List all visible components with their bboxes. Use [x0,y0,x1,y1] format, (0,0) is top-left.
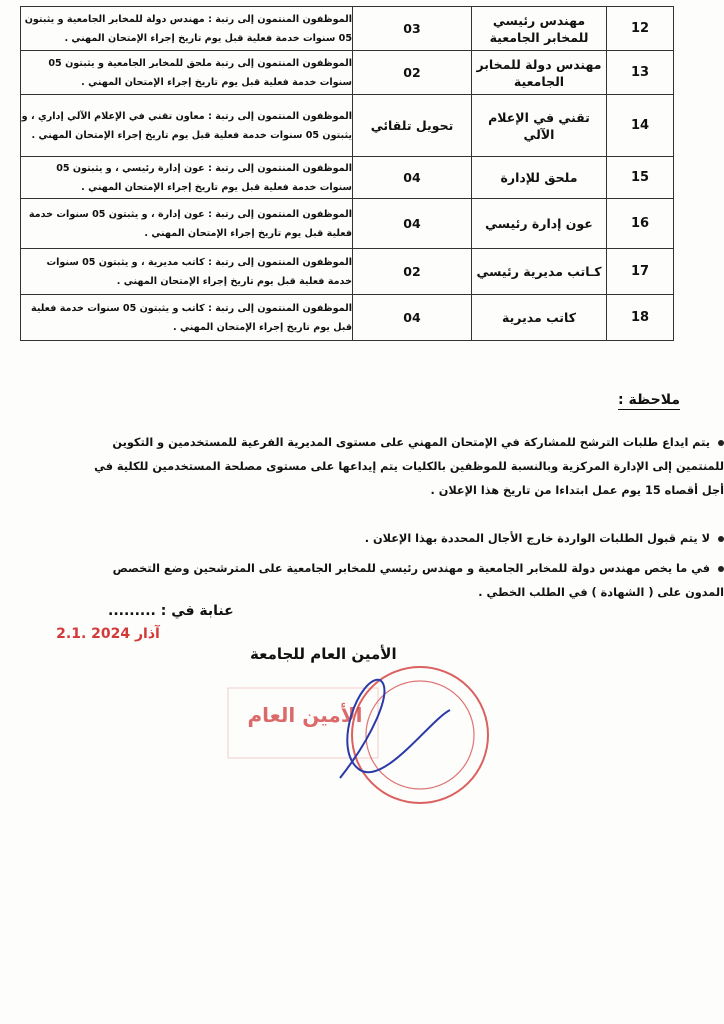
note-item: لا يتم قبول الطلبات الواردة خارج الأجال المحددة بهذا الإعلان . [88,527,724,551]
eligibility-condition: الموظفون المنتمون إلى رتبة : عون إدارة ، و يثبتون 05 سنوات خدمة فعلية قبل يوم تاريخ إجراء الإمتحان المهني . [21,199,353,249]
date-stamp-text: 2.1. آذار 2024 [56,626,160,642]
eligibility-condition: الموظفون المنتمون إلى رتبة : معاون تقني في الإعلام الآلي إداري ، و يثبتون 05 سنوات خدمة فعلية قبل يوم تاريخ إجراء الإمتحان المهني . [21,95,353,157]
table-row [21,95,674,157]
table-row [21,157,674,199]
row-number: 16 [607,199,674,249]
signature-mark [340,680,450,778]
post-count: 04 [353,199,472,249]
post-count: 04 [353,157,472,199]
row-number: 15 [607,157,674,199]
row-number: 13 [607,51,674,95]
notes-title: ملاحظة : [618,392,680,408]
rank-name: مهندس دولة للمخابر الجامعية [472,51,607,95]
row-number: 14 [607,95,674,157]
post-count: 03 [353,7,472,51]
post-count: 04 [353,295,472,341]
rank-name: ملحق للإدارة [472,157,607,199]
official-stamp [220,660,520,810]
eligibility-condition: الموظفون المنتمون إلى رتبة : كاتب مديرية ، و يثبتون 05 سنوات خدمة فعلية قبل يوم تاريخ إجراء الإمتحان المهني . [21,249,353,295]
stamp-text: الأمين العام [247,703,363,727]
row-number: 12 [607,7,674,51]
rank-name: تقني في الإعلام الآلي [472,95,607,157]
rank-name: مهندس رئيسي للمخابر الجامعية [472,7,607,51]
table-row [21,199,674,249]
row-number: 18 [607,295,674,341]
bullet-icon [718,566,724,572]
eligibility-condition: الموظفون المنتمون إلى رتبة : كاتب و يثبتون 05 سنوات خدمة فعلية قبل يوم تاريخ إجراء الإمتحان المهني . [21,295,353,341]
note-item: يتم ايداع طلبات الترشح للمشاركة في الإمتحان المهني على مستوى المديرية الفرعية للمستخدمين و التكوين للمنتمين إلى الإدارة المركزية وبالنسبة للموظفين بالكليات يتم إيداعها على مستوى مصلحة المستخدمين للكلية في أجل أقصاه 15 يوم عمل ابتداءا من تاريخ هذا الإعلان . [94,436,724,497]
signatory-title: الأمين العام للجامعة [250,645,397,663]
rank-name: كـاتب مديرية رئيسي [472,249,607,295]
place-date: عنابة في : ......... [108,603,234,619]
table-row [21,7,674,51]
rank-name: كاتب مديرية [472,295,607,341]
eligibility-condition: الموظفون المنتمون إلى رتبة : عون إدارة رئيسي ، و يثبتون 05 سنوات خدمة فعلية قبل يوم تاريخ إجراء الإمتحان المهني . [21,157,353,199]
table-row [21,249,674,295]
rank-name: عون إدارة رئيسي [472,199,607,249]
eligibility-condition: الموظفون المنتمون إلى رتبة : مهندس دولة للمخابر الجامعية و يثبتون 05 سنوات خدمة فعلية قبل يوم تاريخ إجراء الإمتحان المهني . [21,7,353,51]
post-count: 02 [353,249,472,295]
eligibility-condition: الموظفون المنتمون إلى رتبة ملحق للمخابر الجامعية و يثبتون 05 سنوات خدمة فعلية قبل يوم تاريخ إجراء الإمتحان المهني . [21,51,353,95]
table-row [21,295,674,341]
bullet-icon [718,536,724,542]
post-count: 02 [353,51,472,95]
bullet-icon [718,440,724,446]
exam-ranks-table [20,6,674,341]
table-row [21,51,674,95]
post-count: تحويل تلقائي [353,95,472,157]
note-item: في ما يخص مهندس دولة للمخابر الجامعية و مهندس رئيسي للمخابر الجامعية على المترشحين وضع التخصص المدون على ( الشهادة ) في الطلب الخطي . [112,562,724,599]
date-stamp [48,620,168,646]
row-number: 17 [607,249,674,295]
